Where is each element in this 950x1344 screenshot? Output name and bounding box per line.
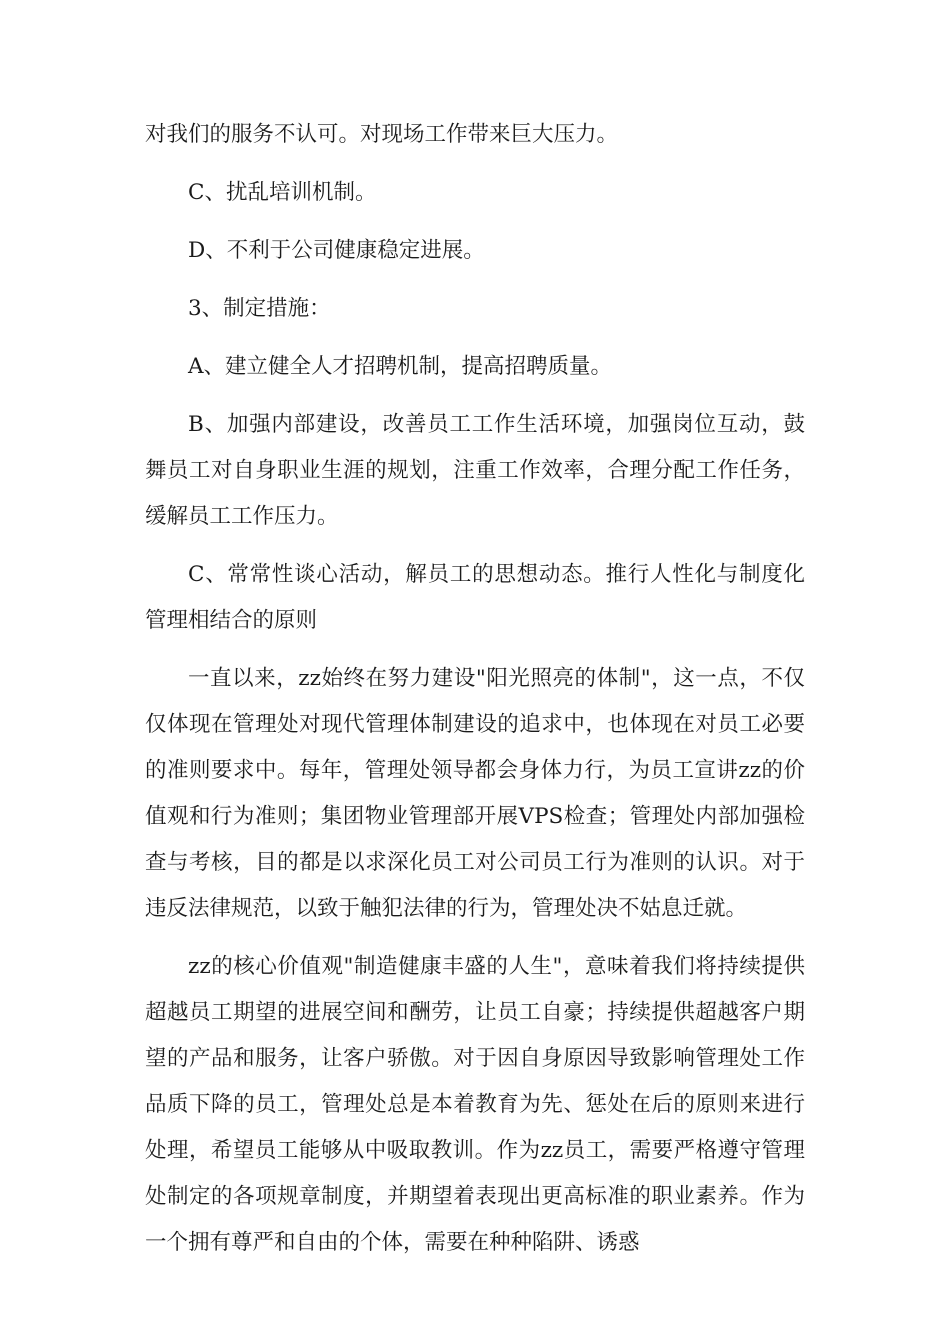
paragraph-item-c: C、扰乱培训机制。 bbox=[188, 180, 377, 205]
document-body bbox=[145, 112, 805, 1266]
paragraph-heading-measures: 3、制定措施： bbox=[188, 296, 331, 321]
paragraph-system-building: 一直以来，zz始终在努力建设"阳光照亮的体制"，这一点，不仅仅体现在管理处对现代管理体制建设的追求中，也体现在对员工必要的准则要求中。每年，管理处领导都会身体力行，为员工宣讲zz的价值观和行为准则；集团物业管理部开展VPS检查；管理处内部加强检查与考核，目的都是以求深化员工对公司员工行为准则的认识。对于违反法律规范，以致于触犯法律的行为，管理处决不姑息迁就。 bbox=[145, 666, 805, 921]
paragraph-measure-b: B、加强内部建设，改善员工工作生活环境，加强岗位互动，鼓舞员工对自身职业生涯的规划，注重工作效率，合理分配工作任务，缓解员工工作压力。 bbox=[145, 412, 805, 529]
paragraph-item-d: D、不利于公司健康稳定进展。 bbox=[188, 238, 485, 263]
paragraph-core-values: zz的核心价值观"制造健康丰盛的人生"，意味着我们将持续提供超越员工期望的进展空间和酬劳，让员工自豪；持续提供超越客户期望的产品和服务，让客户骄傲。对于因自身原因导致影响管理处工作品质下降的员工，管理处总是本着教育为先、惩处在后的原则来进行处理，希望员工能够从中吸取教训。作为zz员工，需要严格遵守管理处制定的各项规章制度，并期望着表现出更高标准的职业素养。作为一个拥有尊严和自由的个体，需要在种种陷阱、诱惑 bbox=[145, 954, 805, 1255]
paragraph-measure-a: A、建立健全人才招聘机制，提高招聘质量。 bbox=[188, 354, 613, 379]
paragraph-measure-c: C、常常性谈心活动，解员工的思想动态。推行人性化与制度化管理相结合的原则 bbox=[145, 562, 805, 633]
paragraph-continuation: 对我们的服务不认可。对现场工作带来巨大压力。 bbox=[145, 122, 619, 147]
